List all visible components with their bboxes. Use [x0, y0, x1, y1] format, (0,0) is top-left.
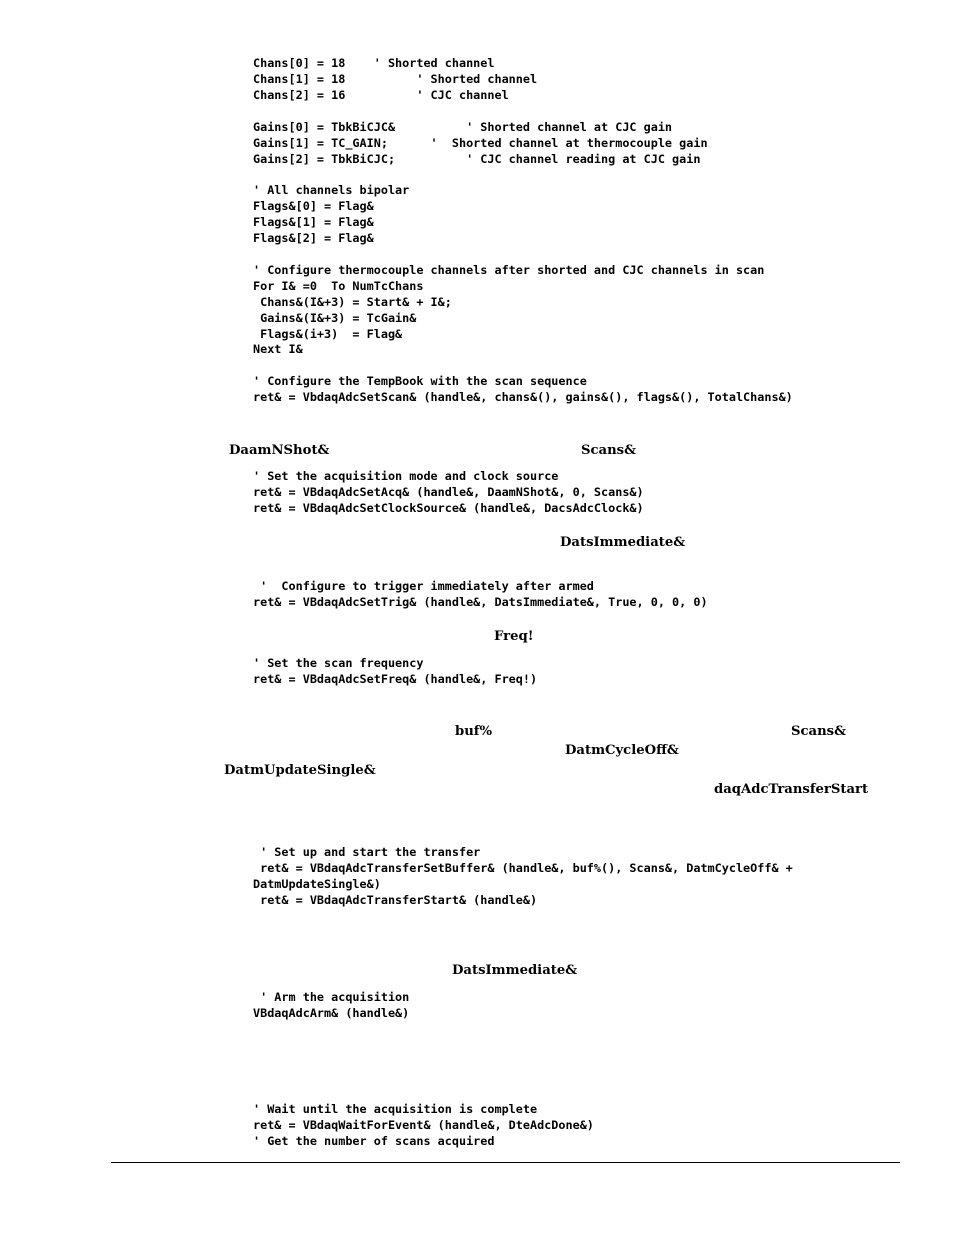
- code-line: ' Configure the TempBook with the scan sequence: [253, 374, 587, 388]
- code-line: Gains[1] = TC_GAIN; ' Shorted channel at thermocouple gain: [253, 136, 708, 150]
- code-line: ret& = VBdaqAdcSetClockSource& (handle&, DacsAdcClock&): [253, 501, 644, 515]
- code-line: DatmUpdateSingle&): [253, 877, 381, 891]
- code-line: Flags&[1] = Flag&: [253, 215, 374, 229]
- code-line: ' Set the acquisition mode and clock source: [253, 469, 559, 483]
- code-line: ret& = VBdaqAdcTransferStart& (handle&): [253, 893, 538, 907]
- code-line: ' Wait until the acquisition is complete: [253, 1102, 538, 1116]
- code-line: Chans[2] = 16 ' CJC channel: [253, 88, 509, 102]
- code-line: ret& = VbdaqAdcSetScan& (handle&, chans&(), gains&(), flags&(), TotalChans&): [253, 390, 793, 404]
- code-line: ret& = VBdaqAdcSetTrig& (handle&, DatsImmediate&, True, 0, 0, 0): [253, 595, 708, 609]
- keyword: Scans&: [791, 724, 847, 739]
- keyword: DatsImmediate&: [452, 963, 578, 978]
- code-line: Flags&[0] = Flag&: [253, 199, 374, 213]
- keyword: Freq!: [494, 629, 534, 644]
- code-line: Flags&(i+3) = Flag&: [253, 327, 403, 341]
- code-line: ' Set up and start the transfer: [253, 845, 481, 859]
- code-line: Chans&(I&+3) = Start& + I&;: [253, 295, 452, 309]
- code-line: Gains[2] = TbkBiCJC; ' CJC channel reading at CJC gain: [253, 152, 701, 166]
- footer-rule: [111, 1162, 900, 1163]
- keyword: buf%: [455, 724, 493, 739]
- code-line: Chans[1] = 18 ' Shorted channel: [253, 72, 538, 86]
- code-line: ' Set the scan frequency: [253, 656, 424, 670]
- keyword: DatmCycleOff&: [565, 743, 679, 758]
- code-line: Next I&: [253, 342, 303, 356]
- code-line: Gains[0] = TbkBiCJC& ' Shorted channel at CJC gain: [253, 120, 673, 134]
- code-line: Flags&[2] = Flag&: [253, 231, 374, 245]
- code-line: ret& = VBdaqAdcSetAcq& (handle&, DaamNShot&, 0, Scans&): [253, 485, 644, 499]
- code-line: For I& =0 To NumTcChans: [253, 279, 424, 293]
- code-line: ' Configure to trigger immediately after armed: [253, 579, 594, 593]
- code-line: ret& = VBdaqWaitForEvent& (handle&, DteAdcDone&): [253, 1118, 594, 1132]
- keyword: DatmUpdateSingle&: [224, 763, 376, 778]
- code-line: ret& = VBdaqAdcSetFreq& (handle&, Freq!): [253, 672, 538, 686]
- code-line: ' Get the number of scans acquired: [253, 1134, 495, 1148]
- keyword: Scans&: [581, 443, 637, 458]
- code-line: ' All channels bipolar: [253, 183, 410, 197]
- code-line: ' Configure thermocouple channels after shorted and CJC channels in scan: [253, 263, 765, 277]
- code-line: ret& = VBdaqAdcTransferSetBuffer& (handle&, buf%(), Scans&, DatmCycleOff& +: [253, 861, 793, 875]
- keyword: DaamNShot&: [229, 443, 330, 458]
- code-line: Gains&(I&+3) = TcGain&: [253, 311, 417, 325]
- code-line: VBdaqAdcArm& (handle&): [253, 1006, 410, 1020]
- code-line: ' Arm the acquisition: [253, 990, 410, 1004]
- keyword: daqAdcTransferStart: [714, 782, 869, 797]
- code-line: Chans[0] = 18 ' Shorted channel: [253, 56, 495, 70]
- keyword: DatsImmediate&: [560, 535, 686, 550]
